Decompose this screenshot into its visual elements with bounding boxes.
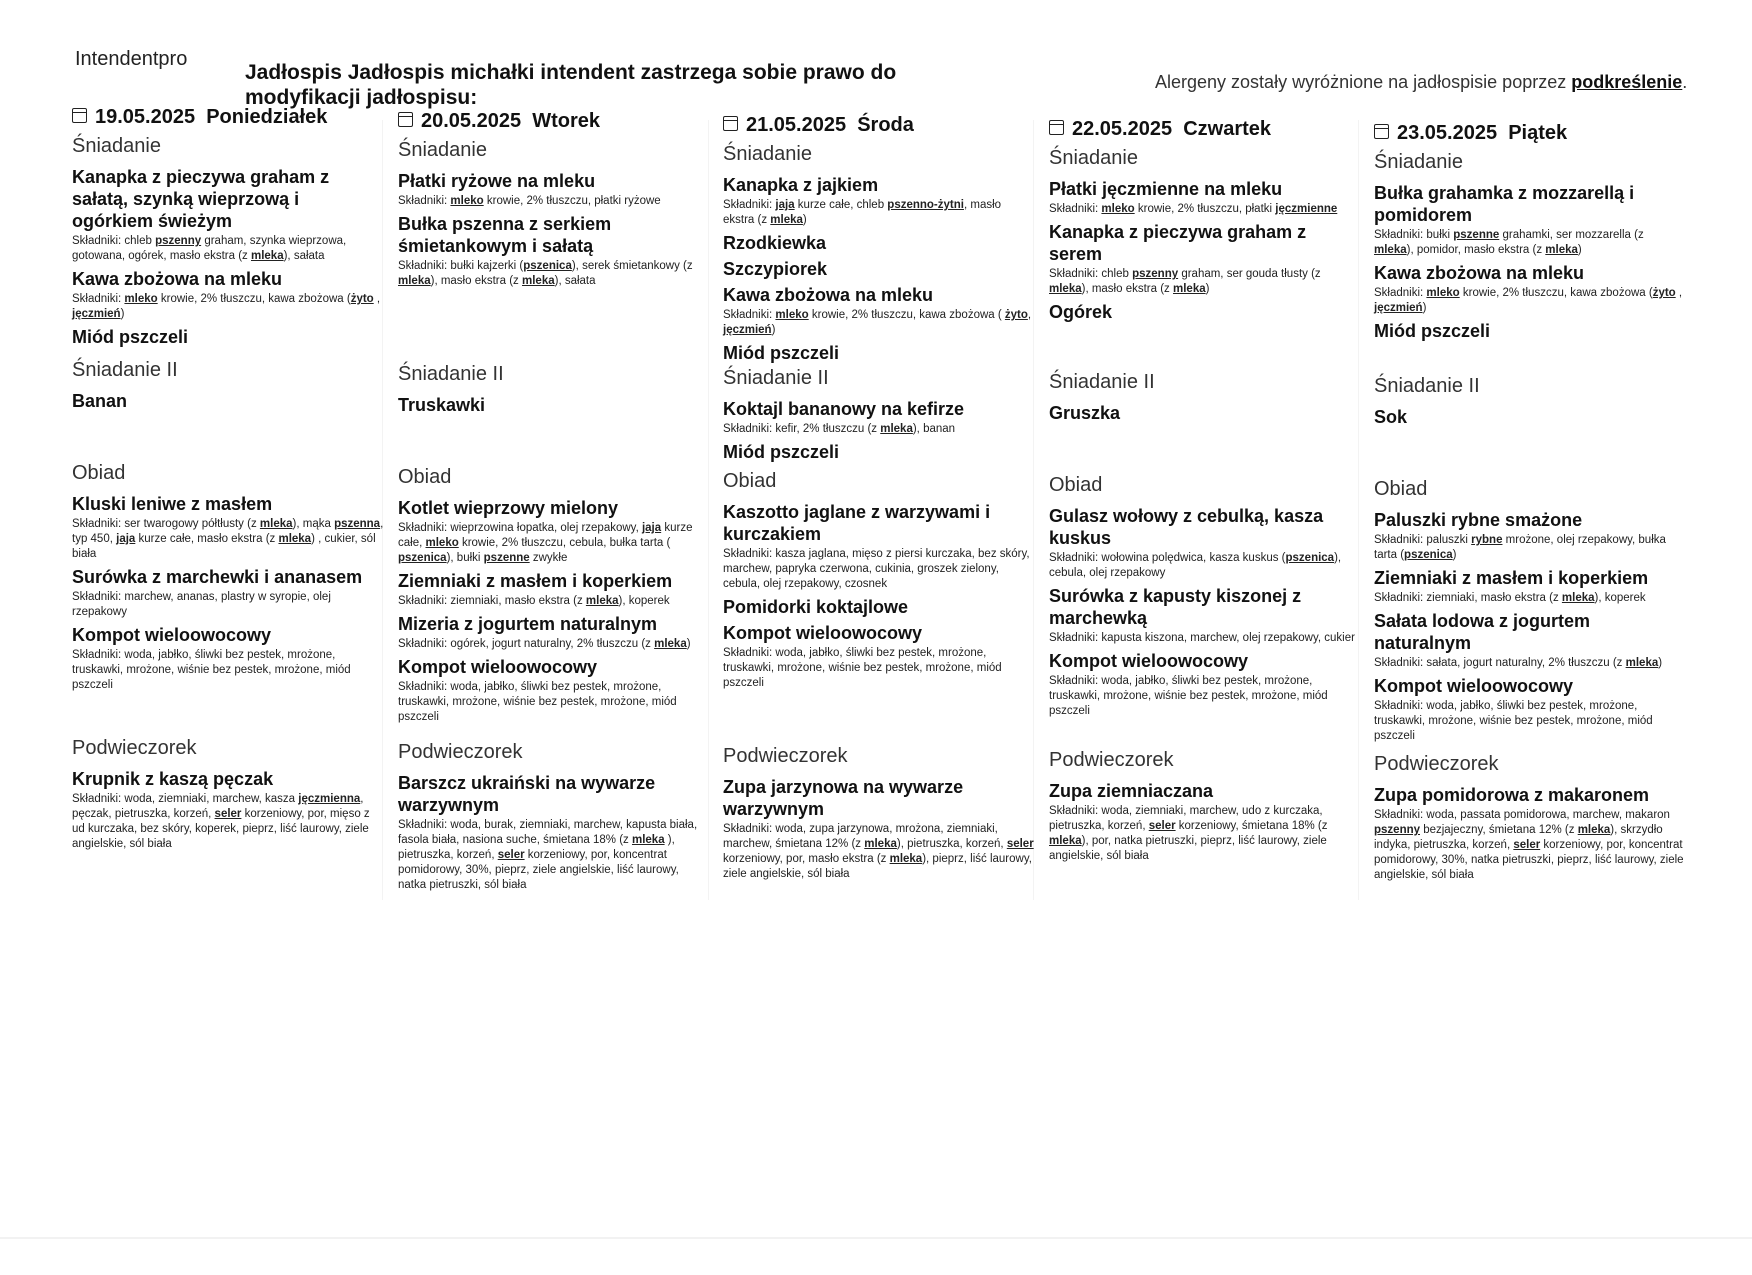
dish-ingredients: Składniki: mleko krowie, 2% tłuszczu, kawa zbożowa ( żyto, jęczmień) — [723, 309, 1032, 336]
day-date — [398, 110, 710, 133]
dish-ingredients: Składniki: woda, jabłko, śliwki bez pestek, mrożone, truskawki, mrożone, wiśnie bez pestek, mrożone, miód pszczeli — [398, 681, 677, 723]
dish-name: Kompot wieloowocowy — [1374, 676, 1574, 696]
meal-label-sniadanie2: Śniadanie II — [723, 367, 829, 389]
day-obiad-3 — [723, 468, 1035, 693]
meal-label-sniadanie2: Śniadanie II — [1374, 375, 1480, 397]
meal-label-sniadanie2: Śniadanie II — [72, 359, 178, 381]
day-obiad-1 — [72, 460, 384, 695]
day-podwieczorek-3 — [723, 743, 1035, 884]
dish-name: Kaszotto jaglane z warzywami i kurczakiem — [723, 502, 991, 544]
dish-name: Miód pszczeli — [72, 327, 189, 347]
dish-ingredients: Składniki: bułki kajzerki (pszenica), serek śmietankowy (z mleka), masło ekstra (z mleka), sałata — [398, 260, 693, 287]
day-column-2 — [398, 110, 710, 291]
meal-label-obiad: Obiad — [398, 466, 452, 488]
day-sniadanie2-4 — [1049, 369, 1361, 424]
meal-label-podwieczorek: Podwieczorek — [1374, 753, 1499, 775]
dish-name: Miód pszczeli — [1374, 321, 1491, 341]
meal-label-sniadanie2: Śniadanie II — [398, 363, 504, 385]
dish-name: Zupa ziemniaczana — [1049, 781, 1214, 801]
meal-label-podwieczorek: Podwieczorek — [398, 741, 523, 763]
dish-ingredients: Składniki: kasza jaglana, mięso z piersi kurczaka, bez skóry, marchew, papryka czerwona, cukinia, groszek zielony, cebula, olej rzepakowy, czosnek — [723, 548, 1030, 590]
calendar-icon — [1049, 120, 1064, 135]
meal-label-sniadanie: Śniadanie — [1374, 151, 1463, 173]
dish-name: Płatki jęczmienne na mleku — [1049, 179, 1283, 199]
meal-label-sniadanie: Śniadanie — [398, 139, 487, 161]
dish-name: Gruszka — [1049, 403, 1121, 423]
dish-name: Ogórek — [1049, 302, 1113, 322]
date-text: 21.05.2025 Środa — [746, 114, 914, 136]
dish-ingredients: Składniki: wołowina polędwica, kasza kuskus (pszenica), cebula, olej rzepakowy — [1049, 552, 1342, 579]
dish-name: Truskawki — [398, 395, 486, 415]
dish-name: Barszcz ukraiński na wywarze warzywnym — [398, 773, 656, 815]
dish-name: Kompot wieloowocowy — [72, 625, 272, 645]
dish-ingredients: Składniki: woda, jabłko, śliwki bez pestek, mrożone, truskawki, mrożone, wiśnie bez pestek, mrożone, miód pszczeli — [72, 649, 351, 691]
dish-ingredients: Składniki: jaja kurze całe, chleb pszenno-żytni, masło ekstra (z mleka) — [723, 199, 1002, 226]
day-obiad-4 — [1049, 472, 1361, 721]
day-date — [72, 106, 384, 129]
dish-name: Bułka pszenna z serkiem śmietankowym i sałatą — [398, 214, 612, 256]
day-column-4 — [1049, 118, 1361, 323]
dish-ingredients: Składniki: woda, ziemniaki, marchew, kasza jęczmienna, pęczak, pietruszka, korzeń, seler korzeniowy, por, mięso z ud kurczaka, bez skóry, koperek, pieprz, liść laurowy, ziele angielskie, sól biała — [72, 793, 370, 850]
dish-ingredients: Składniki: paluszki rybne mrożone, olej rzepakowy, bułka tarta (pszenica) — [1374, 534, 1666, 561]
date-text: 19.05.2025 Poniedziałek — [95, 106, 328, 128]
dish-name: Kawa zbożowa na mleku — [1374, 263, 1585, 283]
dish-name: Kompot wieloowocowy — [723, 623, 923, 643]
allergen-note-suffix: . — [1682, 72, 1688, 92]
logo: Intendentpro — [75, 48, 188, 70]
dish-name: Surówka z kapusty kiszonej z marchewką — [1049, 586, 1302, 628]
day-obiad-2 — [398, 464, 710, 727]
dish-ingredients: Składniki: ziemniaki, masło ekstra (z mleka), koperek — [398, 595, 670, 607]
dish-name: Surówka z marchewki i ananasem — [72, 567, 363, 587]
day-date — [1374, 122, 1686, 145]
dish-name: Banan — [72, 391, 128, 411]
day-date — [1049, 118, 1361, 141]
dish-name: Miód pszczeli — [723, 442, 840, 462]
dish-name: Płatki ryżowe na mleku — [398, 171, 596, 191]
calendar-icon — [72, 108, 87, 123]
dish-ingredients: Składniki: woda, jabłko, śliwki bez pestek, mrożone, truskawki, mrożone, wiśnie bez pestek, mrożone, miód pszczeli — [723, 647, 1002, 689]
meal-label-podwieczorek: Podwieczorek — [723, 745, 848, 767]
dish-ingredients: Składniki: ser twarogowy półtłusty (z mleka), mąka pszenna, typ 450, jaja kurze całe, masło ekstra (z mleka) , cukier, sól biała — [72, 518, 384, 560]
dish-name: Kompot wieloowocowy — [1049, 651, 1249, 671]
dish-name: Szczypiorek — [723, 259, 828, 279]
day-sniadanie2-1 — [72, 357, 384, 412]
day-column-3 — [723, 114, 1035, 364]
dish-name: Kompot wieloowocowy — [398, 657, 598, 677]
date-text: 20.05.2025 Wtorek — [421, 110, 600, 132]
dish-ingredients: Składniki: woda, jabłko, śliwki bez pestek, mrożone, truskawki, mrożone, wiśnie bez pestek, mrożone, miód pszczeli — [1049, 675, 1328, 717]
dish-ingredients: Składniki: ziemniaki, masło ekstra (z mleka), koperek — [1374, 592, 1646, 604]
dish-ingredients: Składniki: bułki pszenne grahamki, ser mozzarella (z mleka), pomidor, masło ekstra (z mleka) — [1374, 229, 1644, 256]
calendar-icon — [398, 112, 413, 127]
dish-name: Rzodkiewka — [723, 233, 827, 253]
dish-name: Zupa jarzynowa na wywarze warzywnym — [723, 777, 964, 819]
dish-name: Miód pszczeli — [723, 343, 840, 363]
dish-name: Kanapka z pieczywa graham z sałatą, szynką wieprzową i ogórkiem świeżym — [72, 167, 330, 231]
day-column-5 — [1374, 122, 1686, 342]
meal-label-sniadanie: Śniadanie — [723, 143, 812, 165]
dish-name: Kawa zbożowa na mleku — [723, 285, 934, 305]
meal-label-sniadanie: Śniadanie — [1049, 147, 1138, 169]
day-date — [723, 114, 1035, 137]
dish-name: Bułka grahamka z mozzarellą i pomidorem — [1374, 183, 1635, 225]
dish-ingredients: Składniki: woda, burak, ziemniaki, marchew, kapusta biała, fasola biała, nasiona suche, śmietana 18% (z mleka ), pietruszka, korzeń, seler korzeniowy, por, koncentrat pomidorowy, 30%, pieprz, ziele angielskie, liść laurowy, natka pietruszki, sól biała — [398, 819, 698, 891]
dish-ingredients: Składniki: mleko krowie, 2% tłuszczu, kawa zbożowa (żyto , jęczmień) — [72, 293, 381, 320]
dish-name: Kanapka z pieczywa graham z serem — [1049, 222, 1307, 264]
allergen-note — [1155, 72, 1687, 93]
dish-name: Zupa pomidorowa z makaronem — [1374, 785, 1650, 805]
dish-ingredients: Składniki: woda, ziemniaki, marchew, udo z kurczaka, pietruszka, korzeń, seler korzeniowy, śmietana 18% (z mleka), por, natka pietruszki, pieprz, liść laurowy, ziele angielskie, sól biała — [1049, 805, 1328, 862]
dish-name: Gulasz wołowy z cebulką, kasza kuskus — [1049, 506, 1324, 548]
dish-name: Koktajl bananowy na kefirze — [723, 399, 965, 419]
meal-label-sniadanie: Śniadanie — [72, 135, 161, 157]
dish-ingredients: Składniki: mleko krowie, 2% tłuszczu, płatki jęczmienne — [1049, 203, 1338, 215]
meal-label-podwieczorek: Podwieczorek — [1049, 749, 1174, 771]
meal-label-obiad: Obiad — [1374, 478, 1428, 500]
dish-name: Kotlet wieprzowy mielony — [398, 498, 619, 518]
dish-ingredients: Składniki: kefir, 2% tłuszczu (z mleka), banan — [723, 423, 956, 435]
dish-name: Sałata lodowa z jogurtem naturalnym — [1374, 611, 1591, 653]
day-podwieczorek-1 — [72, 735, 384, 854]
calendar-icon — [723, 116, 738, 131]
day-obiad-5 — [1374, 476, 1686, 746]
dish-name: Kluski leniwe z masłem — [72, 494, 273, 514]
allergen-note-emphasis: podkreślenie — [1571, 72, 1683, 92]
dish-ingredients: Składniki: kapusta kiszona, marchew, olej rzepakowy, cukier — [1049, 632, 1355, 644]
dish-ingredients: Składniki: marchew, ananas, plastry w syropie, olej rzepakowy — [72, 591, 331, 618]
meal-label-sniadanie2: Śniadanie II — [1049, 371, 1155, 393]
meal-label-podwieczorek: Podwieczorek — [72, 737, 197, 759]
dish-ingredients: Składniki: woda, jabłko, śliwki bez pestek, mrożone, truskawki, mrożone, wiśnie bez pestek, mrożone, miód pszczeli — [1374, 700, 1653, 742]
dish-name: Paluszki rybne smażone — [1374, 510, 1583, 530]
dish-name: Kanapka z jajkiem — [723, 175, 879, 195]
day-sniadanie2-3 — [723, 365, 1035, 463]
dish-name: Ziemniaki z masłem i koperkiem — [398, 571, 673, 591]
dish-name: Pomidorki koktajlowe — [723, 597, 909, 617]
day-podwieczorek-4 — [1049, 747, 1361, 866]
date-text: 23.05.2025 Piątek — [1397, 122, 1568, 144]
meal-label-obiad: Obiad — [72, 462, 126, 484]
calendar-icon — [1374, 124, 1389, 139]
dish-name: Krupnik z kaszą pęczak — [72, 769, 274, 789]
day-column-1 — [72, 106, 384, 348]
dish-name: Ziemniaki z masłem i koperkiem — [1374, 568, 1649, 588]
dish-ingredients: Składniki: sałata, jogurt naturalny, 2% tłuszczu (z mleka) — [1374, 657, 1663, 669]
page-title: Jadłospis Jadłospis michałki intendent zastrzega sobie prawo do modyfikacji jadłospisu: — [245, 61, 897, 109]
dish-ingredients: Składniki: mleko krowie, 2% tłuszczu, płatki ryżowe — [398, 195, 661, 207]
day-podwieczorek-5 — [1374, 751, 1686, 885]
date-text: 22.05.2025 Czwartek — [1072, 118, 1272, 140]
dish-name: Sok — [1374, 407, 1408, 427]
day-sniadanie2-2 — [398, 361, 710, 416]
dish-name: Kawa zbożowa na mleku — [72, 269, 283, 289]
dish-ingredients: Składniki: woda, zupa jarzynowa, mrożona, ziemniaki, marchew, śmietana 12% (z mleka), pietruszka, korzeń, seler korzeniowy, por, masło ekstra (z mleka), pieprz, liść laurowy, ziele angielskie, sól biała — [723, 823, 1034, 880]
meal-label-obiad: Obiad — [723, 470, 777, 492]
dish-ingredients: Składniki: chleb pszenny graham, szynka wieprzowa, gotowana, ogórek, masło ekstra (z mleka), sałata — [72, 235, 347, 262]
dish-ingredients: Składniki: woda, passata pomidorowa, marchew, makaron pszenny bezjajeczny, śmietana 12% (z mleka), skrzydło indyka, pietruszka, korzeń, seler korzeniowy, por, koncentrat pomidorowy, 30%, natka pietruszki, pieprz, liść laurowy, ziele angielskie, sól biała — [1374, 809, 1684, 881]
day-podwieczorek-2 — [398, 739, 710, 895]
dish-ingredients: Składniki: chleb pszenny graham, ser gouda tłusty (z mleka), masło ekstra (z mleka) — [1049, 268, 1321, 295]
allergen-note-text: Alergeny zostały wyróżnione na jadłospisie poprzez — [1155, 72, 1567, 92]
meal-label-obiad: Obiad — [1049, 474, 1103, 496]
dish-ingredients: Składniki: ogórek, jogurt naturalny, 2% tłuszczu (z mleka) — [398, 638, 691, 650]
dish-ingredients: Składniki: mleko krowie, 2% tłuszczu, kawa zbożowa (żyto , jęczmień) — [1374, 287, 1683, 314]
dish-name: Mizeria z jogurtem naturalnym — [398, 614, 658, 634]
dish-ingredients: Składniki: wieprzowina łopatka, olej rzepakowy, jaja kurze całe, mleko krowie, 2% tłuszczu, cebula, bułka tarta ( pszenica), bułki pszenne zwykłe — [398, 522, 693, 564]
day-sniadanie2-5 — [1374, 373, 1686, 428]
